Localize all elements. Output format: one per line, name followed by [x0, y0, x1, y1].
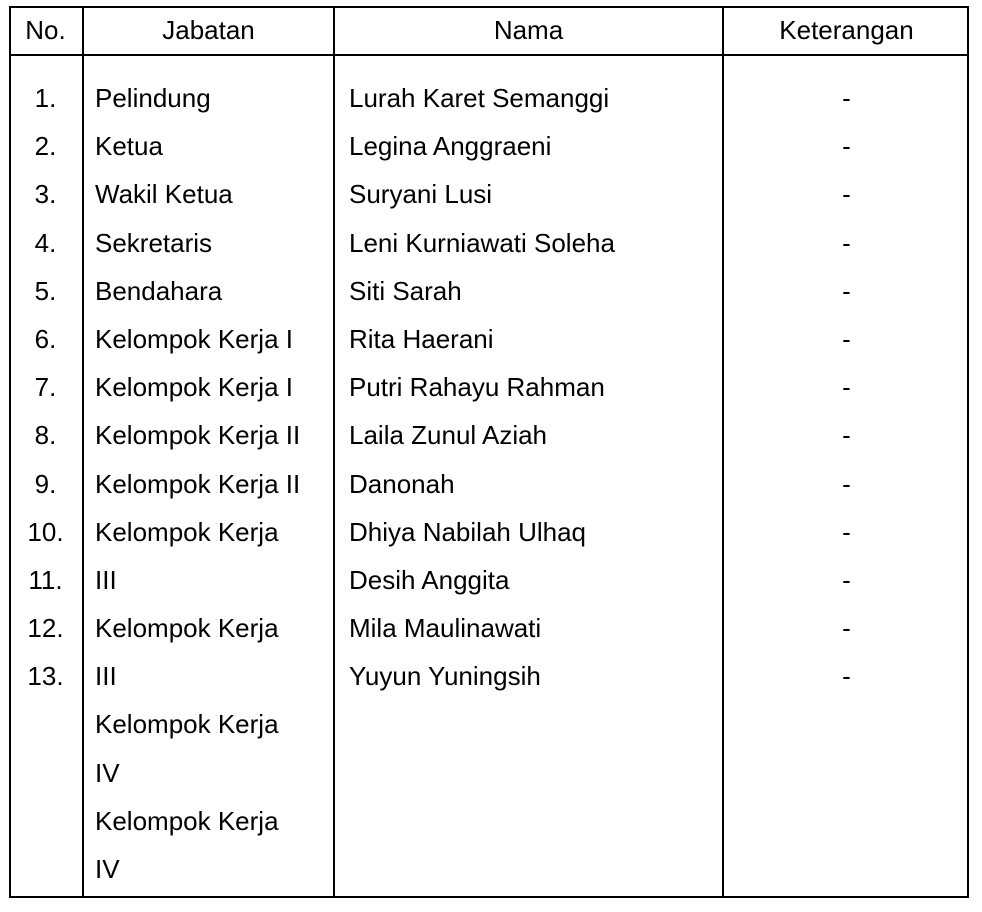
- nama-cell: Yuyun Yuningsih: [349, 661, 541, 692]
- jabatan-cell-line: Kelompok Kerja: [95, 805, 279, 836]
- jabatan-cell-line: Sekretaris: [95, 227, 213, 258]
- jabatan-cell-line: Kelompok Kerja II: [95, 468, 301, 499]
- number-column: [9, 74, 82, 700]
- jabatan-cell-line: Kelompok Kerja I: [95, 323, 293, 354]
- jabatan-cell-line: Wakil Ketua: [95, 179, 233, 210]
- jabatan-cell-line: Pelindung: [95, 83, 211, 113]
- header-jabatan: Jabatan: [162, 15, 255, 45]
- keterangan-cell: -: [842, 564, 851, 595]
- row-number: 4.: [34, 227, 57, 258]
- jabatan-column: [95, 74, 331, 893]
- column-divider-jabatan: [333, 6, 335, 898]
- row-number: 1.: [34, 83, 57, 113]
- row-number: 11.: [28, 564, 63, 595]
- row-number: 7.: [34, 372, 57, 403]
- keterangan-cell: -: [842, 323, 851, 354]
- keterangan-cell: -: [842, 661, 851, 692]
- nama-cell: Lurah Karet Semanggi: [349, 83, 610, 113]
- row-number: 2.: [34, 131, 57, 162]
- keterangan-cell: -: [842, 372, 851, 403]
- row-number: 12.: [27, 613, 64, 644]
- row-number: 6.: [34, 323, 57, 354]
- row-number: 5.: [34, 275, 57, 306]
- nama-cell: Putri Rahayu Rahman: [349, 372, 605, 403]
- jabatan-cell-line: IV: [95, 757, 120, 788]
- nama-cell: Rita Haerani: [349, 323, 494, 354]
- row-number: 9.: [34, 468, 57, 499]
- jabatan-cell-line: Kelompok Kerja I: [95, 372, 293, 403]
- keterangan-cell: -: [842, 179, 851, 210]
- keterangan-cell: -: [842, 275, 851, 306]
- nama-cell: Dhiya Nabilah Ulhaq: [349, 516, 587, 547]
- keterangan-cell: -: [842, 516, 851, 547]
- row-number: 8.: [34, 420, 57, 451]
- nama-cell: Siti Sarah: [349, 275, 462, 306]
- jabatan-cell-line: III: [95, 661, 117, 692]
- jabatan-cell-line: IV: [95, 854, 120, 884]
- row-number: 10.: [27, 516, 64, 547]
- jabatan-cell-line: Kelompok Kerja II: [95, 420, 301, 451]
- nama-cell: Desih Anggita: [349, 564, 510, 595]
- header-divider: [9, 54, 969, 56]
- jabatan-cell-line: III: [95, 564, 117, 595]
- keterangan-column: [724, 74, 969, 700]
- row-number: 13.: [27, 661, 64, 692]
- keterangan-cell: -: [842, 131, 851, 162]
- header-no: No.: [25, 15, 66, 45]
- nama-cell: Laila Zunul Aziah: [349, 420, 548, 451]
- jabatan-cell-line: Kelompok Kerja: [95, 709, 279, 740]
- nama-column: [349, 74, 719, 700]
- nama-cell: Leni Kurniawati Soleha: [349, 227, 615, 258]
- jabatan-cell-line: Kelompok Kerja: [95, 516, 279, 547]
- jabatan-cell-line: Kelompok Kerja: [95, 613, 279, 644]
- nama-cell: Suryani Lusi: [349, 179, 493, 210]
- header-keterangan: Keterangan: [779, 15, 914, 45]
- keterangan-cell: -: [842, 227, 851, 258]
- nama-cell: Legina Anggraeni: [349, 131, 552, 162]
- row-number: 3.: [34, 179, 57, 210]
- keterangan-cell: -: [842, 468, 851, 499]
- header-nama: Nama: [493, 15, 564, 45]
- column-divider-no: [82, 6, 84, 898]
- keterangan-cell: -: [842, 83, 851, 113]
- nama-cell: Mila Maulinawati: [349, 613, 542, 644]
- nama-cell: Danonah: [349, 468, 455, 499]
- jabatan-cell-line: Ketua: [95, 131, 163, 162]
- jabatan-cell-line: Bendahara: [95, 275, 223, 306]
- keterangan-cell: -: [842, 420, 851, 451]
- keterangan-cell: -: [842, 613, 851, 644]
